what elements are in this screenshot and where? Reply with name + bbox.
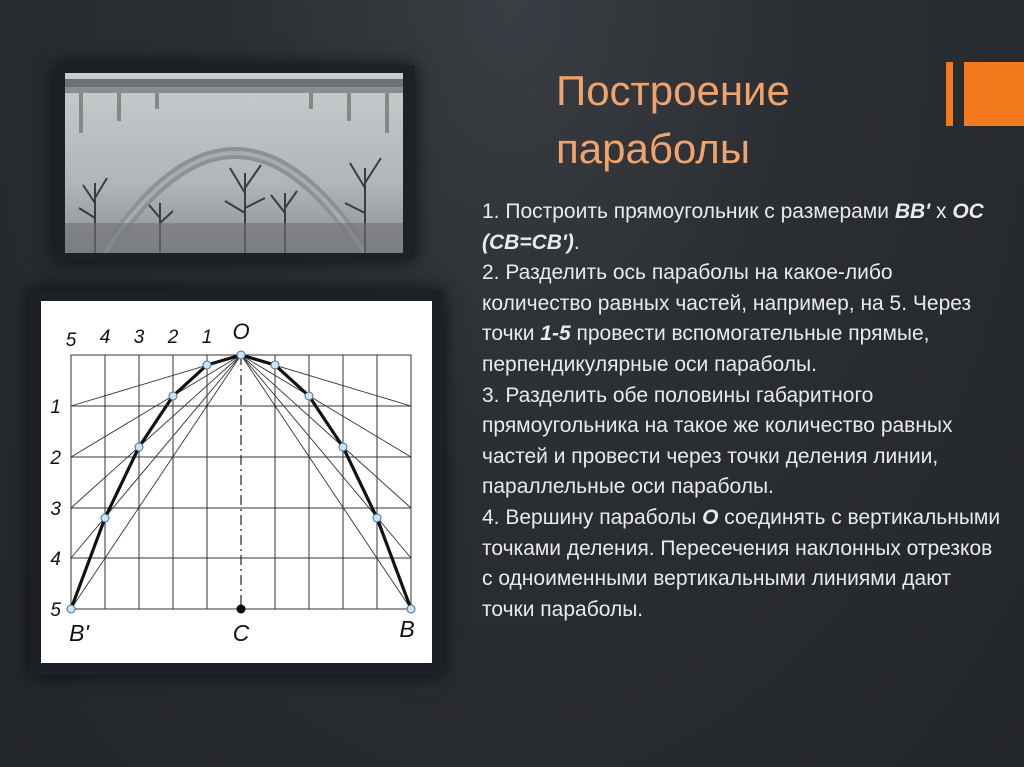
step-1-text: 1. Построить прямоугольник с размерами <box>482 200 895 223</box>
label-left-1: 1 <box>50 397 61 418</box>
slide-title-line-1: Построение <box>556 67 790 114</box>
bridge-photo <box>65 73 403 253</box>
label-left-3: 3 <box>50 499 61 520</box>
label-vertex-o: O <box>232 319 250 344</box>
label-left-2: 2 <box>50 448 61 469</box>
label-top-2: 2 <box>167 327 179 348</box>
label-c: C <box>232 620 250 646</box>
point-c-marker <box>237 605 246 614</box>
step-2 <box>482 258 1002 380</box>
step-1-period: . <box>573 230 580 254</box>
step-2-text-end: провести вспомогательные прямые, перпендикулярные оси параболы. <box>482 322 930 376</box>
step-3: 3. Разделить обе половины габаритного прямоугольника на такое же количество равных частей и провести через точки деления линии, параллельные оси параболы. <box>482 383 953 499</box>
label-left-4: 4 <box>50 549 61 570</box>
label-b-prime: B' <box>69 620 89 646</box>
accent-bar-thick <box>964 62 1024 126</box>
step-1-bb: BB' <box>894 200 931 223</box>
step-1-x: x <box>930 200 953 223</box>
label-top-3: 3 <box>133 327 145 348</box>
accent-bar-thin <box>946 62 953 126</box>
slide-title-line-2: параболы <box>556 125 751 172</box>
step-4-text: 4. Вершину параболы <box>482 505 703 529</box>
label-b: B <box>399 616 415 642</box>
step-1 <box>482 197 1002 258</box>
label-left-5: 5 <box>50 600 61 621</box>
step-1-oc: OC (CB=CB') <box>482 200 984 254</box>
step-4 <box>482 503 1002 625</box>
construction-steps <box>482 197 1002 625</box>
parabola-diagram <box>41 301 432 663</box>
label-top-1: 1 <box>201 327 213 348</box>
step-4-text-end: соединять с вертикальными точками деления. Пересечения наклонных отрезков с одноименными вертикальными линиями дают точки параболы. <box>482 505 1001 621</box>
parabola-diagram-frame <box>30 290 443 675</box>
label-top-5: 5 <box>65 330 77 351</box>
step-2-text: 2. Разделить ось параболы на какое-либо количество равных частей, например, на 5. Через точки <box>482 261 972 346</box>
step-2-points: 1-5 <box>540 322 571 346</box>
step-4-vertex: O <box>702 505 719 529</box>
slide-title <box>556 62 936 178</box>
label-top-4: 4 <box>99 327 111 348</box>
bridge-photo-frame <box>55 65 415 260</box>
